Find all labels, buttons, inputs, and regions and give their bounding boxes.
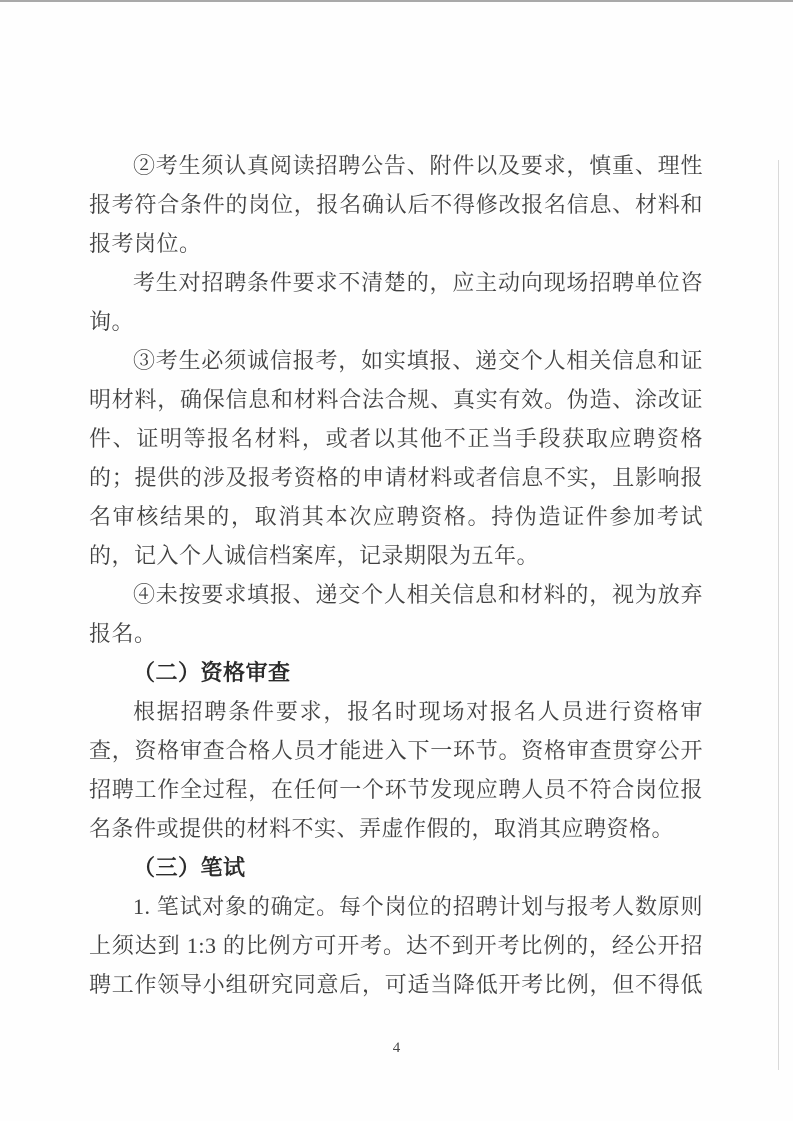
paragraph: ④未按要求填报、递交个人相关信息和材料的，视为放弃报名。 [89, 582, 703, 646]
paragraph: 1. 笔试对象的确定。每个岗位的招聘计划与报考人数原则上须达到 1:3 的比例方可开考。达不到开考比例的，经公开招聘工作领导小组研究同意后，可适当降低开考比例，但不得低 [89, 894, 703, 997]
section-heading: （二）资格审查 [133, 660, 291, 685]
paragraph: ③考生必须诚信报考，如实填报、递交个人相关信息和证明材料，确保信息和材料合法合规、真实有效。伪造、涂改证件、证明等报名材料，或者以其他不正当手段获取应聘资格的；提供的涉及报考资格的申请材料或者信息不实，且影响报名审核结果的，取消其本次应聘资格。持伪造证件参加考试的，记入个人诚信档案库，记录期限为五年。 [89, 348, 703, 568]
paragraph: 考生对招聘条件要求不清楚的，应主动向现场招聘单位咨询。 [89, 270, 703, 334]
section-heading: （三）笔试 [133, 855, 246, 880]
scan-artifact-line [778, 160, 779, 1070]
scan-edge-line [0, 0, 793, 2]
page-number: 4 [392, 1040, 401, 1056]
document-body [89, 146, 703, 1004]
paragraph: 根据招聘条件要求，报名时现场对报名人员进行资格审查，资格审查合格人员才能进入下一环节。资格审查贯穿公开招聘工作全过程，在任何一个环节发现应聘人员不符合岗位报名条件或提供的材料不实、弄虚作假的，取消其应聘资格。 [89, 699, 703, 841]
paragraph: ②考生须认真阅读招聘公告、附件以及要求，慎重、理性报考符合条件的岗位，报名确认后不得修改报名信息、材料和报考岗位。 [89, 153, 703, 256]
